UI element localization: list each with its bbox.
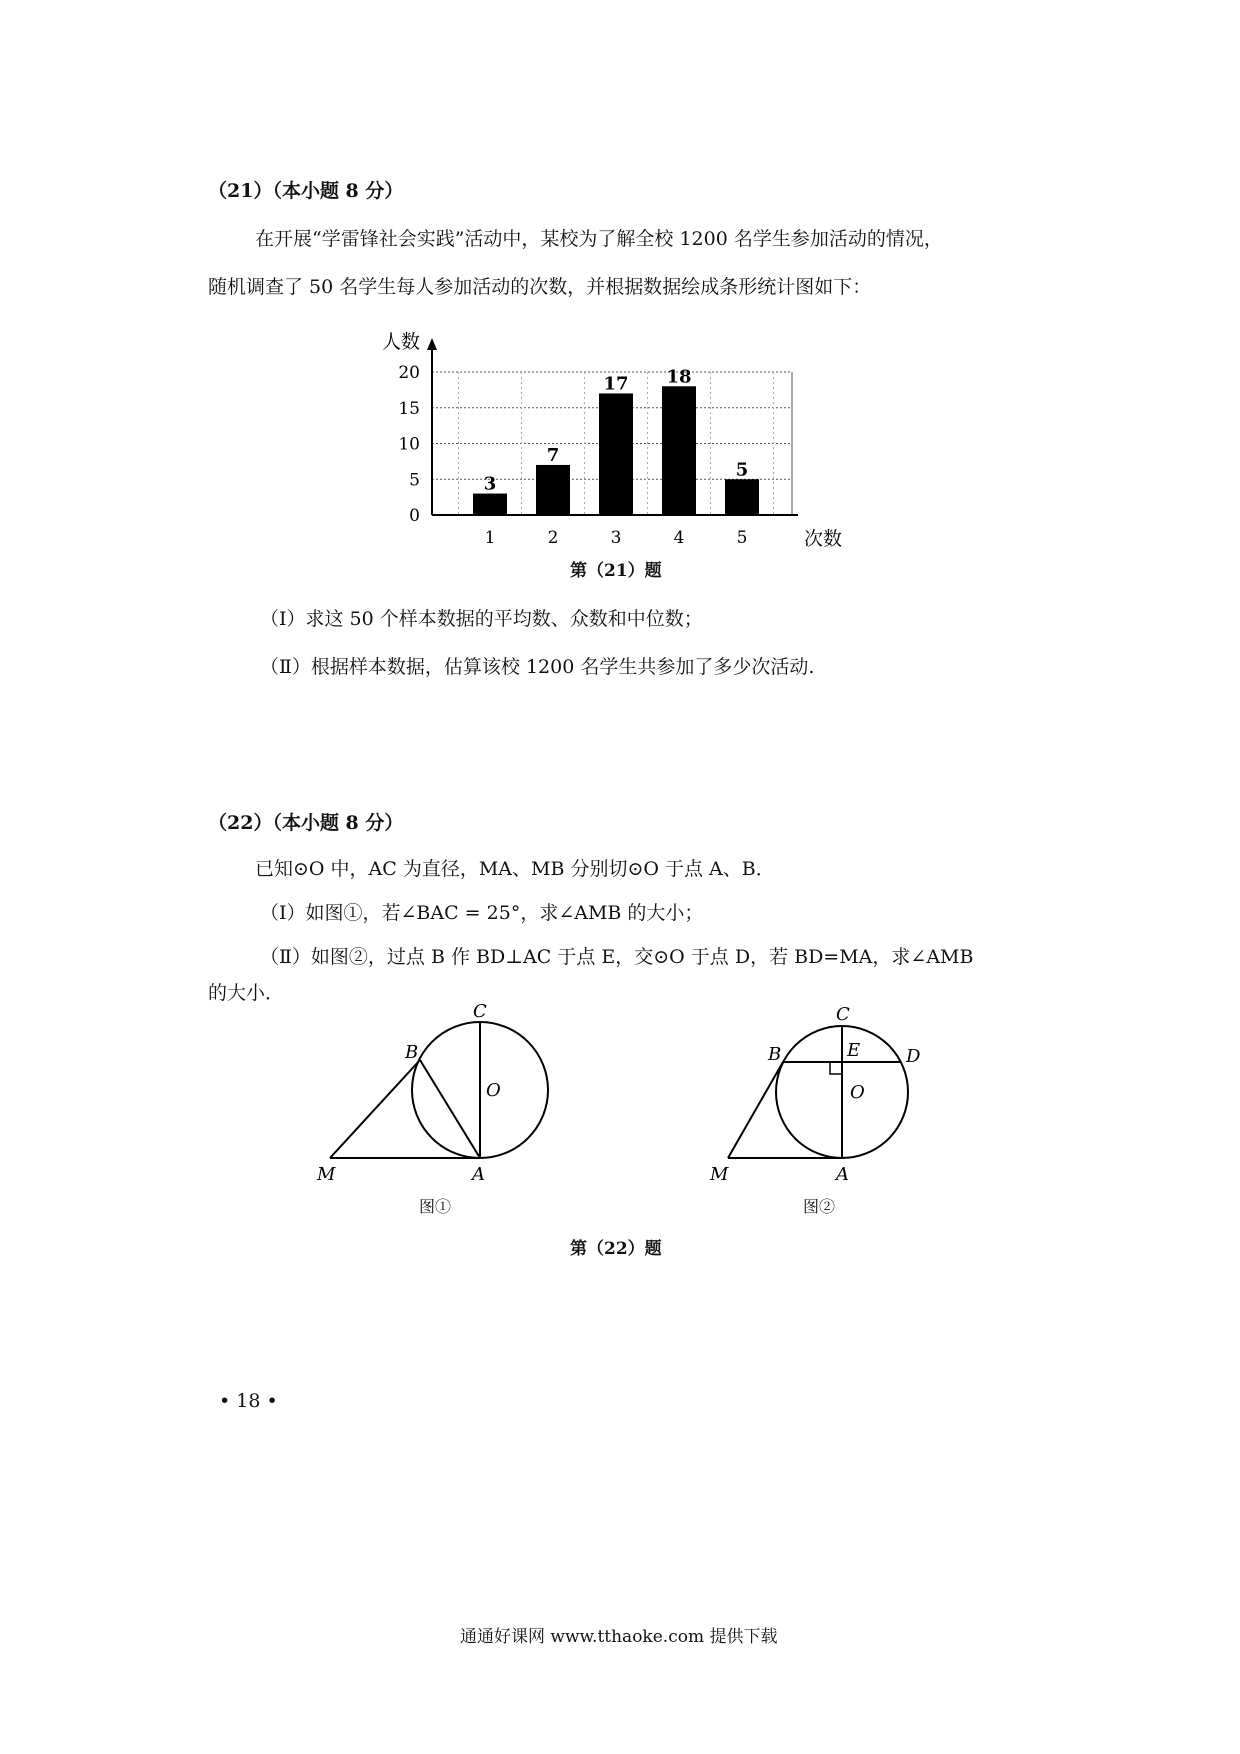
bar — [662, 386, 696, 515]
q21-heading: （21）（本小题 8 分） — [208, 180, 404, 202]
chord-ba — [420, 1060, 480, 1158]
bar-chart — [0, 310, 1240, 570]
page-number: • 18 • — [219, 1390, 278, 1412]
geometry-figure-1 — [310, 1000, 610, 1200]
point-label-m: M — [317, 1164, 336, 1185]
x-tick-label: 5 — [736, 528, 748, 548]
x-tick-label: 1 — [484, 528, 496, 548]
q21-part2: （Ⅱ）根据样本数据，估算该校 1200 名学生共参加了多少次活动. — [260, 656, 815, 678]
right-angle-mark — [830, 1062, 842, 1074]
point-label-e: E — [847, 1040, 861, 1061]
y-tick-label: 10 — [398, 434, 420, 455]
tangent-mb — [728, 1062, 783, 1158]
point-label-o: O — [486, 1080, 501, 1101]
q22-heading: （22）（本小题 8 分） — [208, 812, 404, 834]
y-axis-arrow — [427, 338, 437, 350]
y-tick-label: 5 — [409, 470, 420, 491]
bar-value-label: 5 — [735, 459, 749, 481]
y-tick-label: 0 — [409, 506, 420, 526]
q22-part1: （Ⅰ）如图①，若∠BAC = 25°，求∠AMB 的大小； — [260, 902, 704, 924]
y-axis-label: 人数 — [382, 331, 421, 353]
point-label-m: M — [710, 1164, 729, 1185]
bar — [599, 393, 633, 515]
bar — [473, 494, 507, 515]
figure-2-label: 图② — [803, 1197, 836, 1216]
figure-1-label: 图① — [419, 1197, 452, 1216]
bar-value-label: 18 — [666, 366, 692, 388]
point-label-d: D — [906, 1046, 921, 1067]
y-tick-label: 20 — [398, 363, 420, 383]
bar-value-label: 17 — [603, 373, 629, 395]
x-axis-label: 次数 — [804, 528, 843, 550]
x-tick-label: 3 — [610, 528, 622, 548]
q21-text-line1: 在开展“学雷锋社会实践”活动中，某校为了解全校 1200 名学生参加活动的情况， — [255, 228, 943, 250]
x-tick-label: 4 — [673, 528, 685, 548]
bar — [536, 465, 570, 515]
chart-bars — [473, 386, 759, 515]
point-label-o: O — [850, 1082, 865, 1103]
q21-part1: （Ⅰ）求这 50 个样本数据的平均数、众数和中位数； — [260, 608, 703, 630]
q22-part2: （Ⅱ）如图②，过点 B 作 BD⊥AC 于点 E，交⊙O 于点 D，若 BD=MA，求∠AMB — [260, 946, 974, 968]
point-label-a: A — [472, 1164, 485, 1185]
point-label-a: A — [836, 1164, 849, 1185]
point-label-c: C — [836, 1004, 850, 1025]
x-tick-label: 2 — [547, 528, 559, 548]
point-label-c: C — [473, 1001, 487, 1022]
bar — [725, 479, 759, 515]
q22-figure-caption: 第（22）题 — [570, 1239, 662, 1259]
point-label-b: B — [768, 1044, 782, 1065]
bar-value-label: 7 — [546, 444, 560, 466]
q21-text-line2: 随机调查了 50 名学生每人参加活动的次数，并根据数据绘成条形统计图如下： — [208, 276, 872, 298]
geometry-figure-2 — [700, 1000, 980, 1200]
tangent-mb — [330, 1060, 420, 1158]
footer-credit: 通通好课网 www.tthaoke.com 提供下载 — [460, 1627, 778, 1647]
q22-text-line1: 已知⊙O 中，AC 为直径，MA、MB 分别切⊙O 于点 A、B． — [255, 858, 775, 880]
q22-part2-continued: 的大小． — [208, 982, 285, 1004]
y-tick-label: 15 — [398, 398, 420, 419]
q21-chart-caption: 第（21）题 — [570, 561, 662, 581]
point-label-b: B — [405, 1042, 419, 1063]
bar-value-label: 3 — [483, 473, 497, 495]
